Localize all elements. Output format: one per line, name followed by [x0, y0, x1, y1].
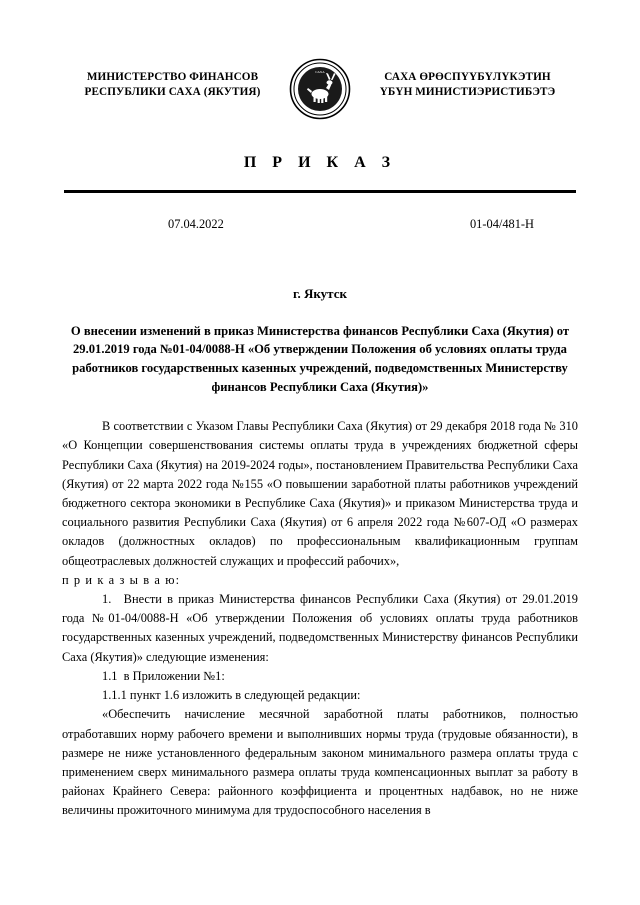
body-paragraph-1: В соответствии с Указом Главы Республики Саха (Якутия) от 29 декабря 2018 года № 310 «О Концепции совершенствования системы оплаты труда в учреждениях бюджетной сферы Республики Саха (Якутия) на 2019-2024 годы», постановлением Правительства Республики Саха (Якутия) от 22 марта 2022 года №155 «О повышении заработной платы работников учреждений бюджетного сектора экономики в Республике Саха (Якутия)» и приказом Министерства труда и социального развития Республики Саха (Якутия) от 6 апреля 2022 года №607-ОД «О размерах окладов (должностных окладов) по профессиональным квалификационным группам общеотраслевых должностей служащих и профессий рабочих», [62, 419, 578, 568]
svg-text:САХА: САХА [315, 70, 325, 74]
ministry-title-sakha-line1: САХА ӨРӨСПҮҮБҮЛҮКЭТИН [384, 71, 551, 83]
ministry-title-ru-line1: МИНИСТЕРСТВО ФИНАНСОВ [86, 71, 259, 83]
ministry-title-sakha-line2: ҮБҮН МИНИСТИЭРИСТИБЭТЭ [379, 86, 556, 99]
order-verb: п р и к а з ы в а ю: [62, 572, 181, 587]
document-meta [62, 217, 578, 232]
body-quote: «Обеспечить начисление месячной заработной платы работников, полностью отработавших норму рабочего времени и выполнивших нормы труда (трудовые обязанности), в размере не ниже установленного федеральным законом минимального размера оплаты труда с применением сверх минимального размера оплаты труда компенсационных выплат за работу в районах Крайнего Севера: районного коэффициента и процентных надбавок, но не ниже величины прожиточного минимума для трудоспособного населения в [62, 707, 578, 818]
document-body [62, 417, 578, 821]
letterhead [62, 58, 578, 120]
ministry-title-sakha [351, 58, 578, 100]
document-date: 07.04.2022 [168, 216, 224, 231]
header-divider [64, 190, 576, 193]
coat-of-arms-icon [289, 58, 351, 120]
ministry-title-ru [62, 58, 289, 100]
document-subject: О внесении изменений в приказ Министерства финансов Республики Саха (Якутия) от 29.01.2019 года №01-04/0088-Н «Об утверждении Положения об условиях оплаты труда работников государственных казенных учреждений, подведомственных Министерству финансов Республики Саха (Якутия)» [70, 323, 570, 395]
city-label: г. Якутск [293, 285, 347, 301]
document-number: 01-04/481-Н [469, 216, 534, 231]
body-item-1: 1. Внести в приказ Министерства финансов Республики Саха (Якутия) от 29.01.2019 года №01-04/0088-Н «Об утверждении Положения об условиях оплаты труда работников государственных казенных учреждений, подведомственных Министерству финансов Республики Саха (Якутия)» следующие изменения: [62, 592, 578, 664]
document-type-heading: П Р И К А З [243, 154, 397, 171]
body-item-1-1-1: 1.1.1 пункт 1.6 изложить в следующей редакции: [102, 688, 361, 703]
body-item-1-1: 1.1 в Приложении №1: [102, 668, 225, 683]
ministry-title-ru-line2: РЕСПУБЛИКИ САХА (ЯКУТИЯ) [84, 86, 261, 99]
